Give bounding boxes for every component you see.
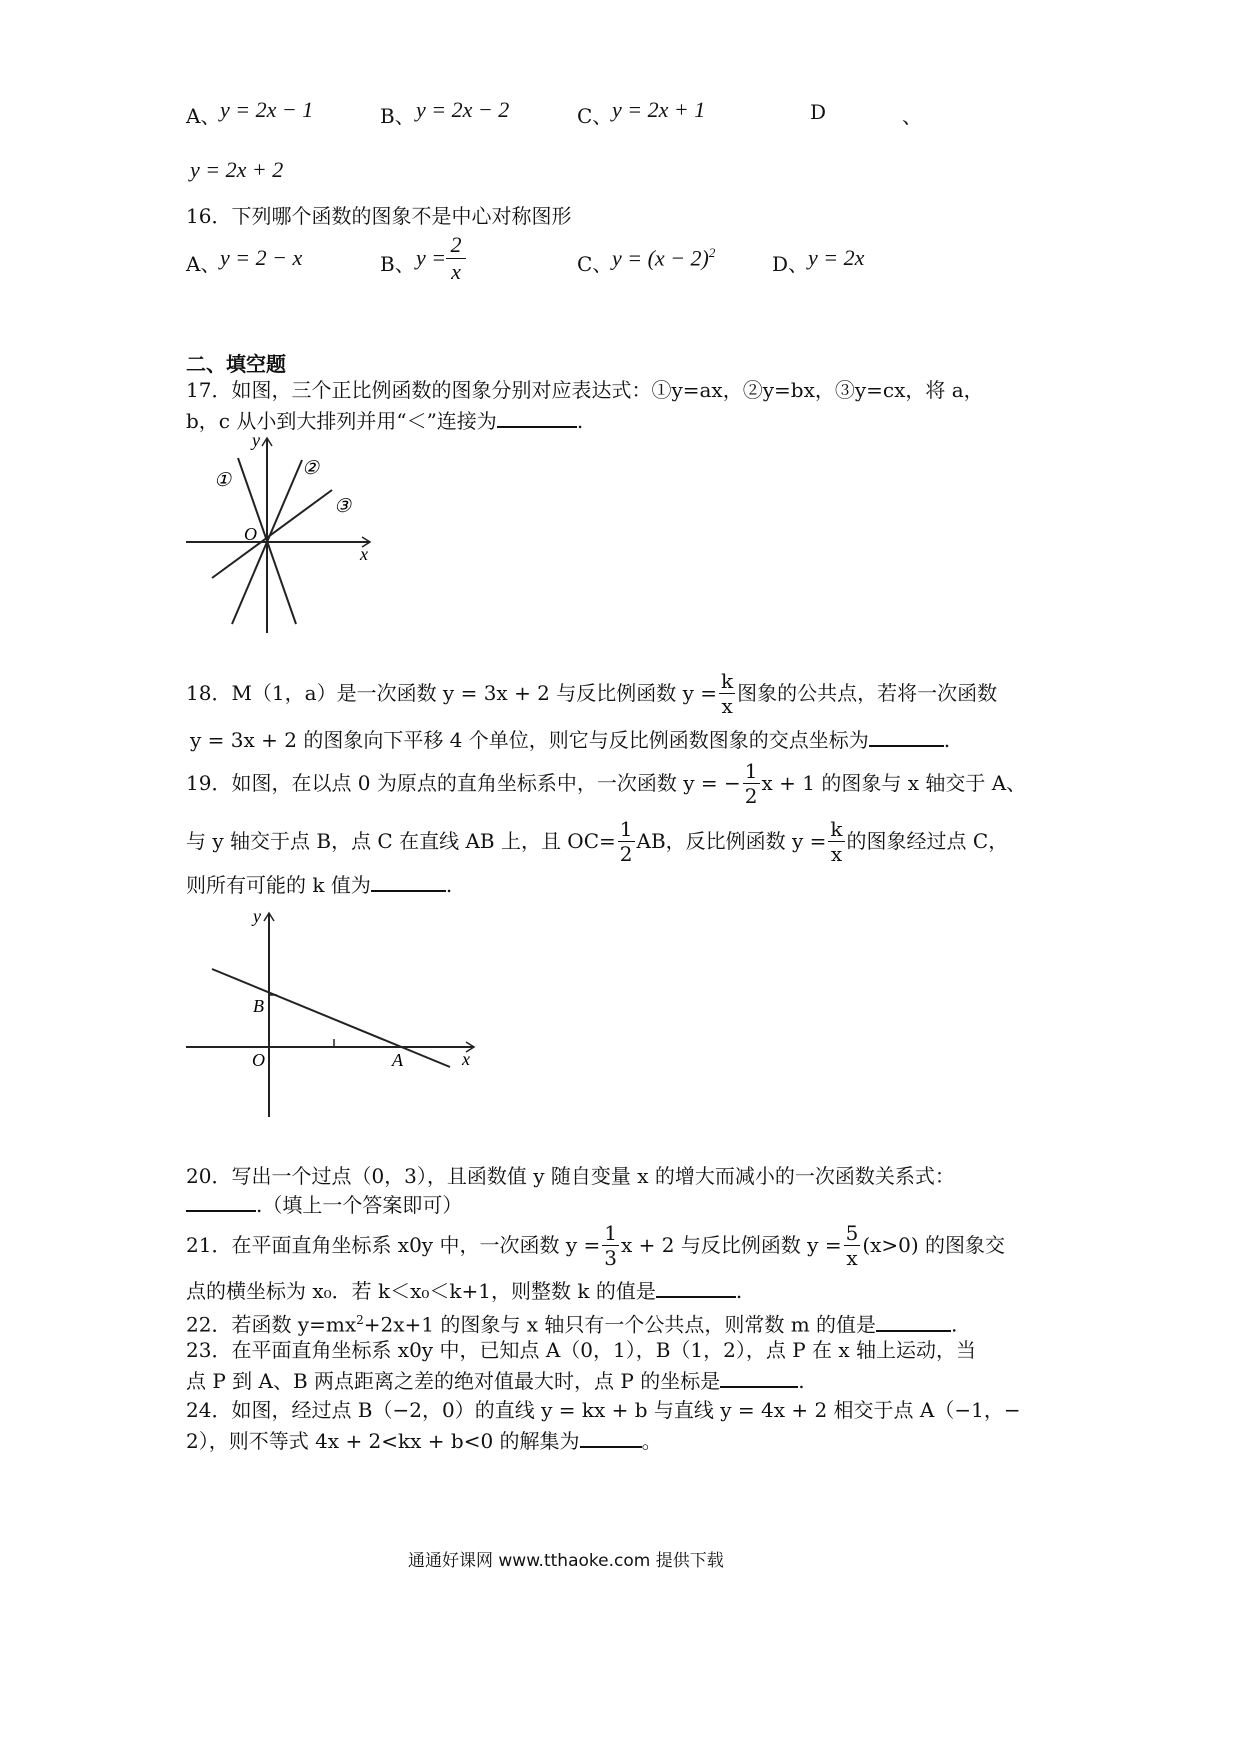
q18-line-1-b: 图象的公共点，若将一次函数 — [737, 681, 998, 705]
q18-fraction-num: k — [721, 668, 734, 693]
q16-option-d-expr: y = 2x — [808, 245, 865, 270]
q23-line-2 — [186, 1366, 805, 1395]
q19-fraction-3-num: k — [830, 816, 843, 841]
q15-option-a-label: A、 — [186, 104, 221, 128]
q16-option-b-label: B、 — [380, 252, 415, 276]
q18-line-1 — [186, 668, 997, 718]
q24-end-punct: 。 — [641, 1429, 662, 1453]
q19-fraction-2 — [618, 816, 635, 866]
q19-line-1 — [186, 758, 1026, 808]
q23-line-2-text: 点 P 到 A、B 两点距离之差的绝对值最大时，点 P 的坐标是 — [186, 1369, 721, 1393]
q15-option-c-expr: y = 2x + 1 — [612, 97, 706, 122]
q19-line-1-a: 19．如图，在以点 0 为原点的直角坐标系中，一次函数 y = − — [186, 771, 741, 795]
q24-line-1: 24．如图，经过点 B（−2，0）的直线 y = kx + b 与直线 y = 4x + 2 相交于点 A（−1，− — [186, 1398, 1021, 1422]
q22-text-pre: 22．若函数 y=mx — [186, 1312, 357, 1337]
q19-fraction-2-den: 2 — [619, 841, 633, 866]
q19-line-2-a: 与 y 轴交于点 B，点 C 在直线 AB 上，且 OC= — [186, 829, 616, 853]
q21-fraction-2-den: x — [846, 1245, 858, 1270]
q16-option-b-numerator: 2 — [446, 232, 466, 259]
q21-line-1-c: (x>0) 的图象交 — [862, 1233, 1006, 1257]
q21-end-punct: . — [735, 1279, 743, 1303]
q17-label-circle-2: ② — [302, 458, 320, 479]
q16-option-b-fraction — [446, 232, 466, 285]
q24-line-2-text: 2），则不等式 4x + 2<kx + b<0 的解集为 — [186, 1429, 580, 1453]
q19-line-2-b: AB，反比例函数 y = — [636, 829, 827, 853]
q19-fraction-2-num: 1 — [619, 816, 633, 841]
q17-line-1: 17．如图，三个正比例函数的图象分别对应表达式：①y=ax，②y=bx，③y=cx，将 a， — [186, 378, 984, 402]
q24-answer-blank — [580, 1426, 642, 1448]
q16-option-b-prefix: y = — [416, 245, 447, 270]
q16-option-c-label: C、 — [577, 252, 613, 276]
q18-fraction — [719, 668, 735, 718]
q21-line-1-a: 21．在平面直角坐标系 x0y 中，一次函数 y = — [186, 1233, 601, 1257]
q22-end-punct: . — [951, 1312, 958, 1337]
q19-line-3 — [186, 870, 452, 899]
q16-stem: 16．下列哪个函数的图象不是中心对称图形 — [186, 204, 572, 228]
q15-option-b-label: B、 — [380, 104, 415, 128]
q18-answer-blank — [869, 725, 944, 747]
q16-option-d-label: D、 — [772, 252, 809, 276]
q19-y-label: y — [253, 906, 261, 926]
q21-line-2-text: 点的横坐标为 x₀．若 k＜x₀＜k+1，则整数 k 的值是 — [186, 1279, 656, 1303]
q17-x-label: x — [360, 544, 368, 564]
q24-line-2 — [186, 1426, 662, 1455]
q22-answer-blank — [876, 1310, 951, 1332]
q15-option-b-expr: y = 2x − 2 — [416, 97, 510, 122]
q18-fraction-den: x — [721, 693, 733, 718]
q19-fraction-1-den: 2 — [744, 783, 758, 808]
q22-line — [186, 1306, 957, 1339]
q17-label-circle-1: ① — [214, 470, 232, 491]
q17-label-circle-3: ③ — [334, 496, 352, 517]
q23-line-1: 23．在平面直角坐标系 x0y 中，已知点 A（0，1），B（1，2），点 P 在 x 轴上运动，当 — [186, 1338, 977, 1362]
q20-line-2 — [186, 1190, 462, 1219]
q16-option-a-label: A、 — [186, 252, 221, 276]
q19-fraction-1 — [743, 758, 760, 808]
q19-line-2 — [186, 816, 1008, 866]
q17-answer-blank — [497, 406, 577, 428]
q22-text-post: +2x+1 的图象与 x 轴只有一个公共点，则常数 m 的值是 — [363, 1312, 877, 1337]
q19-x-label: x — [462, 1049, 470, 1069]
q23-end-punct: . — [798, 1369, 805, 1393]
q21-fraction-1-den: 3 — [604, 1245, 617, 1270]
q21-answer-blank — [656, 1276, 736, 1298]
q18-line-1-a: 18．M（1，a）是一次函数 y = 3x + 2 与反比例函数 y = — [186, 681, 718, 705]
q18-end-punct: . — [943, 728, 951, 752]
q17-y-label: y — [252, 430, 260, 450]
q19-point-b-label: B — [253, 996, 264, 1016]
q18-line-2 — [190, 725, 950, 754]
q19-end-punct: . — [445, 873, 453, 897]
q19-point-a-label: A — [392, 1050, 403, 1070]
page-footer: 通通好课网 www.tthaoke.com 提供下载 — [408, 1551, 724, 1571]
q15-option-d-expr: y = 2x + 2 — [190, 157, 284, 182]
q21-fraction-2-num: 5 — [845, 1220, 859, 1245]
q21-fraction-2 — [844, 1220, 861, 1270]
q18-line-2-text: y = 3x + 2 的图象向下平移 4 个单位，则它与反比例函数图象的交点坐标为 — [190, 728, 869, 752]
q19-answer-blank — [371, 870, 446, 892]
section-heading-fill-in: 二、填空题 — [186, 352, 286, 376]
q17-line-2-text: b，c 从小到大排列并用“＜”连接为 — [186, 409, 497, 433]
q20-answer-blank — [186, 1190, 256, 1212]
q16-option-a-expr: y = 2 − x — [220, 245, 303, 270]
q19-figure — [180, 905, 490, 1120]
q17-line-3-graph — [212, 490, 332, 578]
q16-option-c-expr — [612, 245, 715, 271]
q17-figure — [180, 428, 380, 638]
q21-fraction-1 — [602, 1220, 619, 1270]
q19-fraction-3 — [828, 816, 844, 866]
q16-option-c-base: y = (x − 2) — [612, 245, 709, 271]
q15-option-d-separator: 、 — [902, 104, 922, 128]
q15-option-c-label: C、 — [577, 104, 613, 128]
q20-line-2-text: .（填上一个答案即可） — [256, 1193, 463, 1217]
q20-line-1: 20．写出一个过点（0，3），且函数值 y 随自变量 x 的增大而减小的一次函数关系式： — [186, 1164, 955, 1188]
q21-line-1-b: x + 2 与反比例函数 y = — [620, 1233, 842, 1257]
q19-fraction-1-num: 1 — [744, 758, 758, 783]
q21-line-2 — [186, 1276, 742, 1305]
q15-option-d-label: D — [810, 100, 827, 124]
q21-fraction-1-num: 1 — [604, 1220, 617, 1245]
q16-option-b-denominator: x — [451, 259, 461, 284]
q19-line-1-b: x + 1 的图象与 x 轴交于 A、 — [761, 771, 1027, 795]
q19-line-2-c: 的图象经过点 C， — [846, 829, 1009, 853]
q15-option-a-expr: y = 2x − 1 — [220, 97, 314, 122]
q22-exponent: 2 — [356, 1313, 364, 1327]
q17-origin-label: O — [244, 524, 257, 544]
q23-answer-blank — [720, 1366, 798, 1388]
q19-origin-label: O — [252, 1050, 265, 1070]
q16-option-c-exponent: 2 — [708, 245, 716, 260]
q21-line-1 — [186, 1220, 1005, 1270]
q17-end-punct: . — [576, 409, 584, 433]
q19-line-3-text: 则所有可能的 k 值为 — [186, 873, 371, 897]
q19-line-ab — [212, 969, 450, 1067]
q19-fraction-3-den: x — [830, 841, 843, 866]
